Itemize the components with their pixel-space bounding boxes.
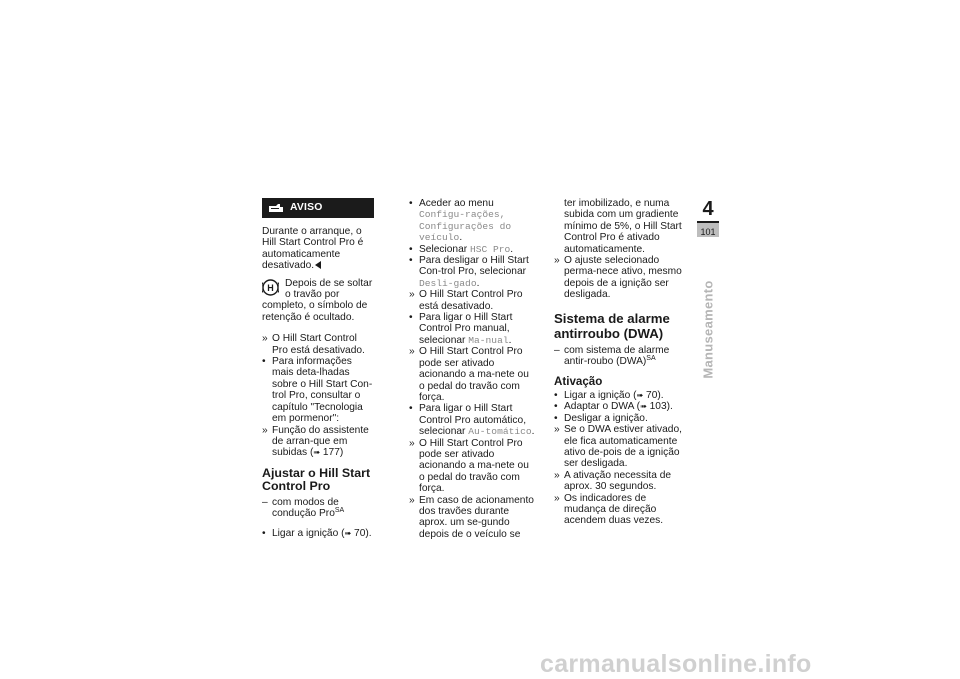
column-1 — [262, 198, 374, 539]
page-ref-arrow-icon: ➠ — [640, 402, 647, 412]
list-item: • Para informações mais deta-lhadas sobre o Hill Start Con-trol Pro, consultar o capítulo "Tecnologia em pormenor": — [262, 356, 373, 425]
column-3 — [554, 198, 686, 527]
list-item: » Se o DWA estiver ativado, ele fica automaticamente ativo de-pois de a ignição ser desligada. — [554, 424, 682, 470]
list-item: • Ligar a ignição (➠ 70). — [554, 389, 664, 401]
list-item: » O Hill Start Control Pro está desativado. — [409, 289, 523, 312]
list-item: • Selecionar HSC Pro. — [409, 243, 514, 255]
continuation-text: ter imobilizado, e numa subida com um gradiente mínimo de 5%, o Hill Start Control Pro é ativado automaticamente. — [564, 198, 682, 255]
list-item: » A ativação necessita de aprox. 30 segundos. — [554, 469, 672, 493]
list-activation — [554, 390, 686, 527]
menu-option: Desli-gado — [419, 277, 477, 289]
option-line: – com sistema de alarme antir-roubo (DWA)$^{SA}$ — [554, 344, 670, 368]
menu-path: Configu-rações, Configurações do veículo — [419, 209, 512, 244]
column-2 — [409, 198, 537, 540]
list-status — [554, 255, 686, 301]
list-item: • Aceder ao menu Configu-rações, Configurações do veículo. — [409, 198, 512, 244]
menu-option: HSC Pro — [469, 243, 511, 255]
section-side-title: Manuseamento — [700, 280, 716, 379]
page-ref-arrow-icon: ➠ — [313, 448, 321, 458]
list-menu-steps — [409, 198, 537, 540]
page-ref-arrow-icon: ➠ — [344, 528, 352, 538]
list-item: • Desligar a ignição. — [554, 412, 648, 424]
page-ref[interactable]: 70 — [646, 389, 658, 401]
hill-note-text: Depois de se soltar o travão por completo, o símbolo de retenção é ocultado. — [262, 277, 373, 323]
list-item: » O Hill Start Control Pro está desativado. — [262, 333, 365, 356]
option-line: – com modos de condução Pro$^{SA}$ — [262, 496, 345, 520]
watermark: carmanualsonline.info — [540, 650, 812, 678]
end-mark-icon — [315, 261, 321, 269]
page-ref[interactable]: 177 — [322, 447, 340, 459]
list-item: » O ajuste selecionado perma-nece ativo, mesmo depois de a ignição ser desligada. — [554, 255, 682, 301]
page-ref-arrow-icon: ➠ — [636, 390, 644, 400]
list-item: » Em caso de acionamento dos travões durante aprox. um se-gundo depois de o veículo se — [409, 494, 534, 540]
chapter-number: 4 — [702, 198, 714, 220]
list-item: • Para desligar o Hill Start Con-trol Pro, selecionar Desli-gado. — [409, 255, 529, 289]
list-item: » O Hill Start Control Pro pode ser ativado acionando a ma-nete ou o pedal do travão com força. — [409, 346, 529, 403]
sub-heading: Ativação — [554, 375, 603, 389]
hill-hold-icon — [262, 279, 279, 296]
section-heading: Sistema de alarme antirroubo (DWA) — [554, 310, 670, 341]
hill-note — [262, 278, 374, 324]
list-item: » Os indicadores de mudança de direção acendem duas vezes. — [554, 492, 664, 527]
page-ref[interactable]: 103 — [649, 401, 667, 413]
list-item: • Para ligar o Hill Start Control Pro automático, selecionar Au-tomático. — [409, 403, 535, 438]
list-status — [262, 333, 374, 458]
list-item: » Função do assistente de arran-que em subidas (➠ 177) — [262, 424, 369, 459]
list-item: • Adaptar o DWA (➠ 103). — [554, 401, 673, 413]
warning-text: Durante o arranque, o Hill Start Control Pro é automaticamente desativado. — [262, 226, 364, 272]
page-ref[interactable]: 70 — [354, 527, 366, 539]
warning-hand-icon — [268, 203, 284, 214]
list-steps — [262, 528, 374, 539]
warning-header — [262, 198, 374, 218]
menu-option: Ma-nual — [468, 334, 509, 346]
list-item: » O Hill Start Control Pro pode ser ativado acionando a ma-nete ou o pedal do travão com força. — [409, 437, 529, 495]
menu-option: Au-tomático — [468, 426, 532, 438]
list-item: • Ligar a ignição (➠ 70). — [262, 527, 372, 539]
svg-text:H: H — [267, 282, 274, 293]
page-number: 101 — [700, 227, 716, 237]
warning-title: AVISO — [290, 202, 323, 214]
section-heading: Ajustar o Hill Start Control Pro — [262, 465, 371, 494]
list-item: • Para ligar o Hill Start Control Pro manual, selecionar Ma-nual. — [409, 312, 513, 346]
